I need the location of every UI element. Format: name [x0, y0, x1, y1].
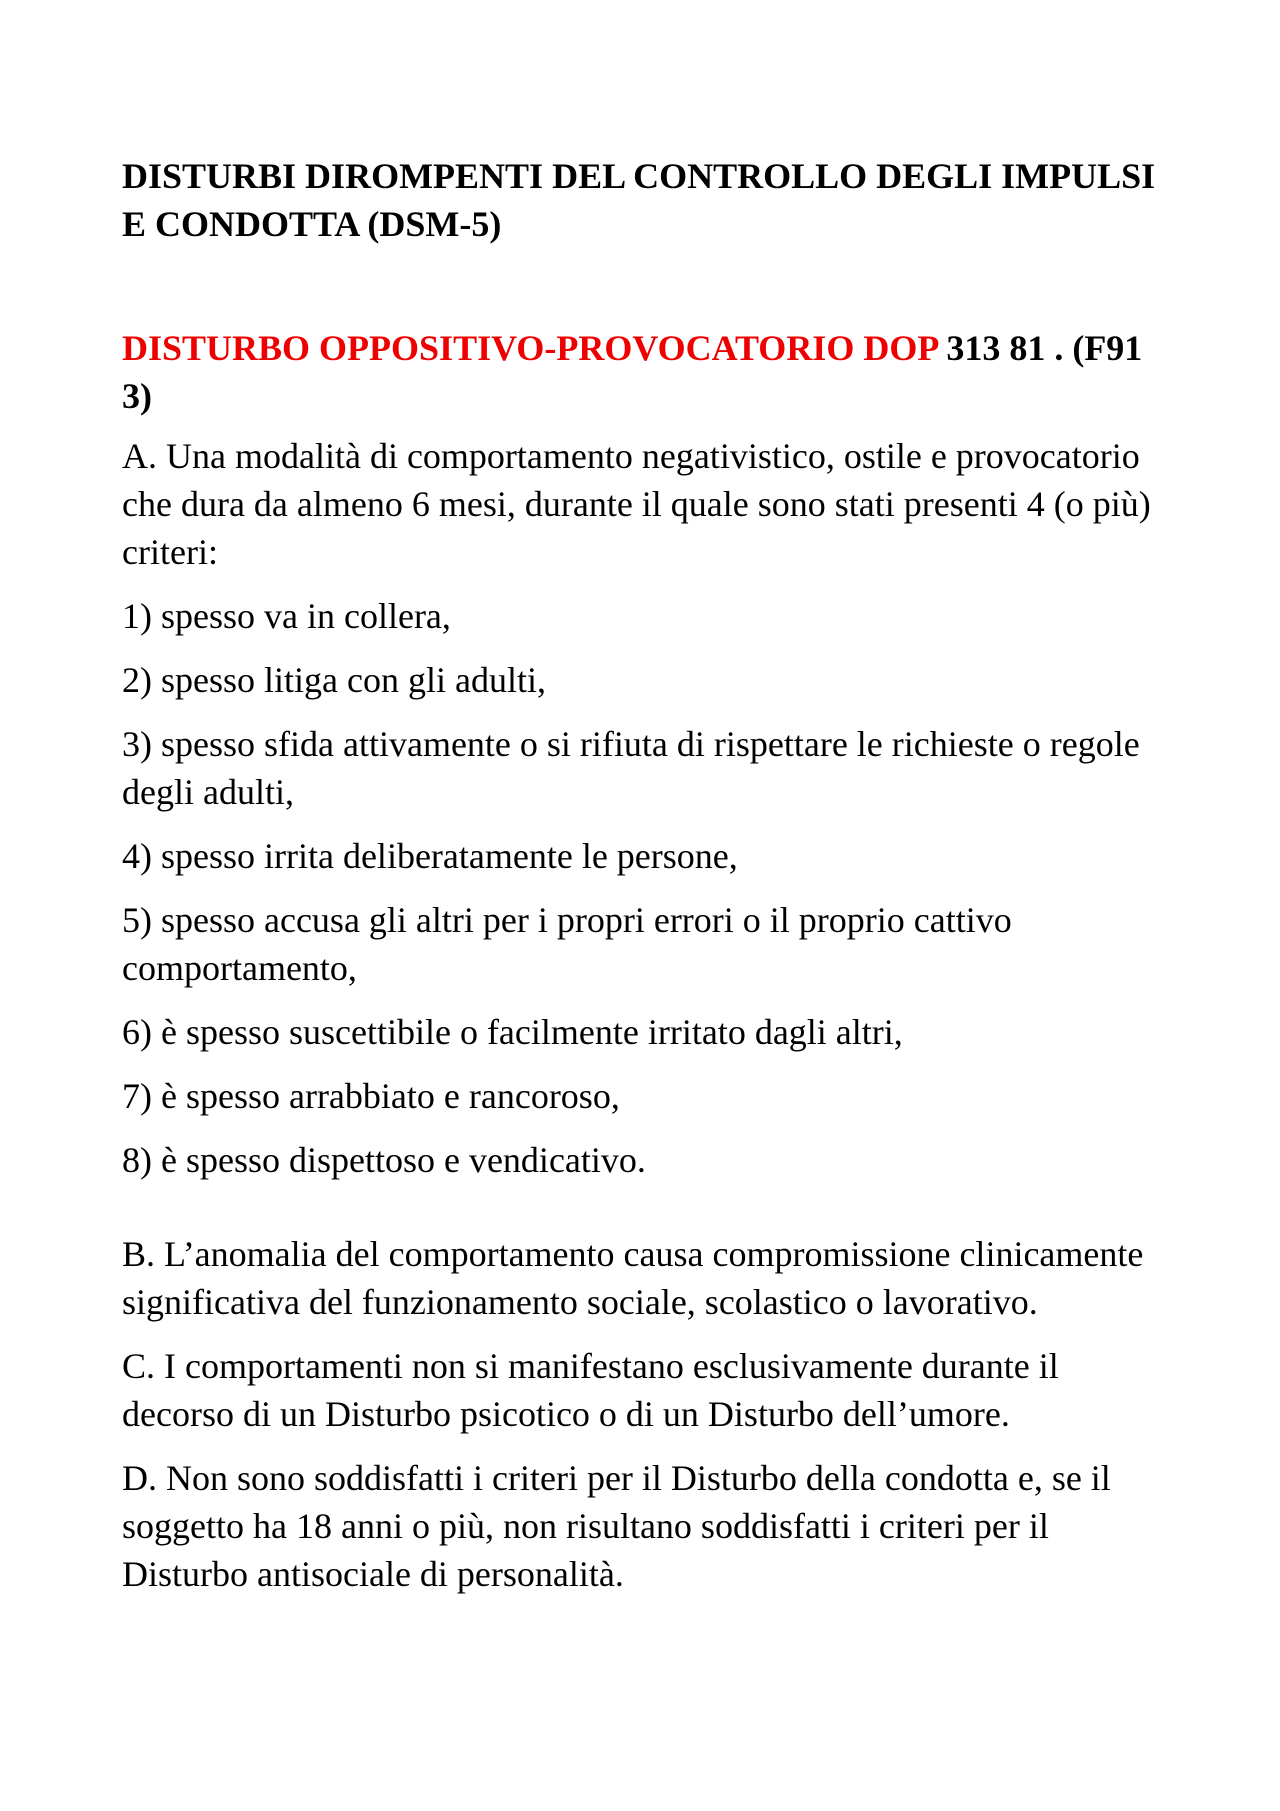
section-heading	[122, 324, 1172, 420]
criterion-item-7: 7) è spesso arrabbiato e rancoroso,	[122, 1076, 620, 1116]
criterion-a: A. Una modalità di comportamento negativistico, ostile e provocatorio che dura da almeno 6 mesi, durante il quale sono stati presenti 4 (o più) criteri:	[122, 436, 1151, 572]
criterion-c: C. I comportamenti non si manifestano esclusivamente durante il decorso di un Disturbo psicotico o di un Disturbo dell’umore.	[122, 1346, 1059, 1434]
page-title: DISTURBI DIROMPENTI DEL CONTROLLO DEGLI IMPULSI E CONDOTTA (DSM-5)	[122, 156, 1156, 244]
section-heading-name: DISTURBO OPPOSITIVO-PROVOCATORIO DOP	[122, 328, 938, 368]
criterion-item-1: 1) spesso va in collera,	[122, 596, 451, 636]
criterion-item-6: 6) è spesso suscettibile o facilmente irritato dagli altri,	[122, 1012, 903, 1052]
section-heading-code: 313 81 . (F91 3)	[122, 328, 1143, 416]
document-content	[122, 152, 1172, 1598]
criterion-d: D. Non sono soddisfatti i criteri per il Disturbo della condotta e, se il soggetto ha 18 anni o più, non risultano soddisfatti i criteri per il Disturbo antisociale di personalità.	[122, 1458, 1111, 1594]
criterion-item-4: 4) spesso irrita deliberatamente le persone,	[122, 836, 738, 876]
criterion-b: B. L’anomalia del comportamento causa compromissione clinicamente significativa del funzionamento sociale, scolastico o lavorativo.	[122, 1234, 1144, 1322]
criterion-item-2: 2) spesso litiga con gli adulti,	[122, 660, 546, 700]
criterion-item-3: 3) spesso sfida attivamente o si rifiuta di rispettare le richieste o regole degli adulti,	[122, 724, 1140, 812]
criterion-item-8: 8) è spesso dispettoso e vendicativo.	[122, 1140, 646, 1180]
criterion-item-5: 5) spesso accusa gli altri per i propri errori o il proprio cattivo comportamento,	[122, 900, 1012, 988]
